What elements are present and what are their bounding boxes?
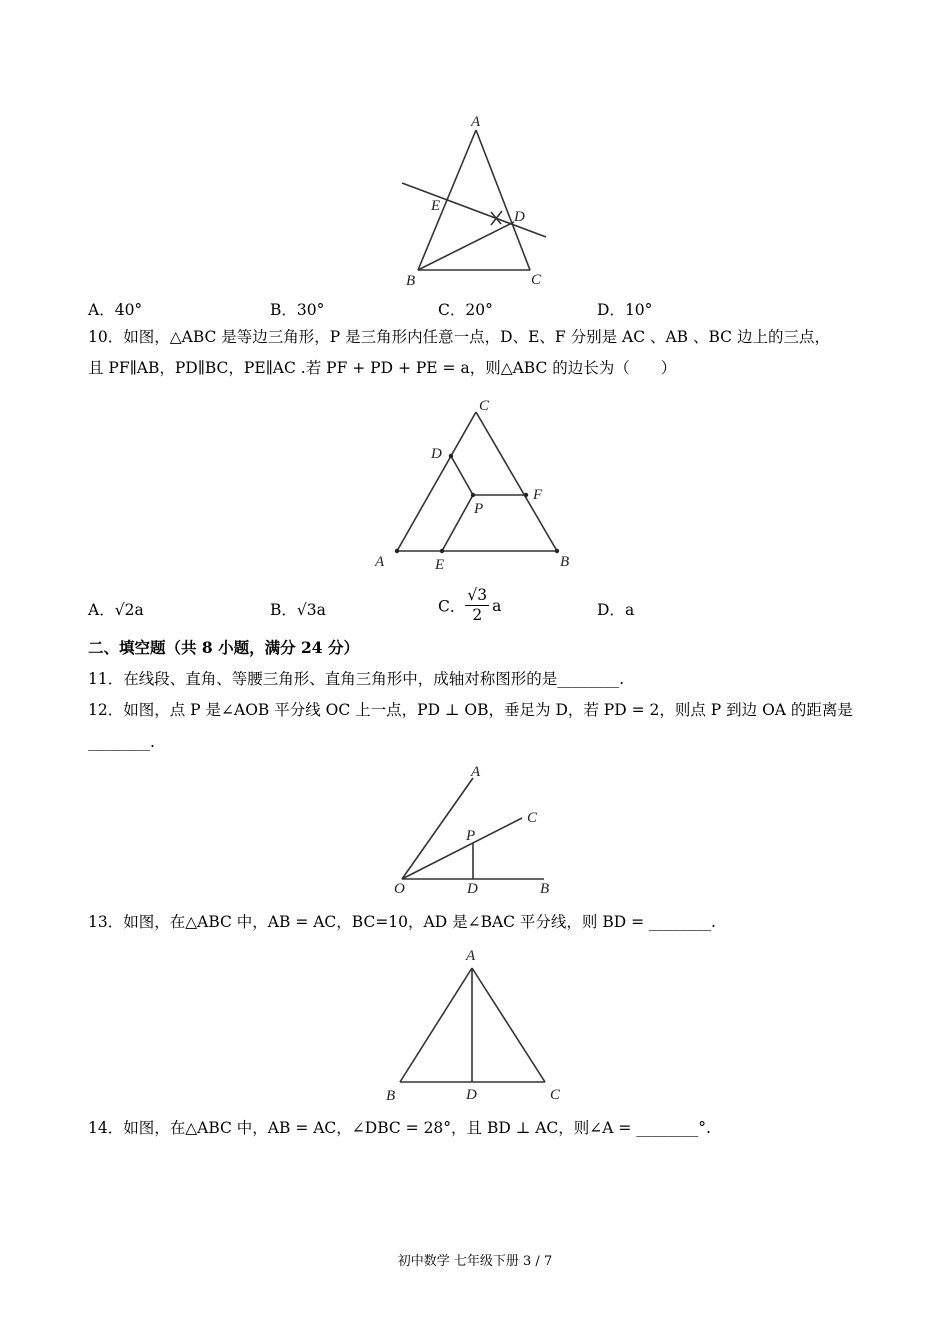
- q9-label-E: E: [431, 198, 441, 214]
- q10-label-A: A: [375, 554, 385, 570]
- section-heading: 二、填空题（共 8 小题，满分 24 分）: [88, 638, 359, 657]
- q10-label-D: D: [431, 446, 442, 462]
- q9-label-C: C: [531, 272, 542, 288]
- q9-option-a: A．40°: [88, 301, 143, 319]
- q13-label-A: A: [466, 948, 476, 964]
- q12-line-1: 12．如图，点 P 是∠AOB 平分线 OC 上一点，PD ⊥ OB，垂足为 D，若 PD = 2，则点 P 到边 OA 的距离是: [88, 701, 853, 719]
- q10-option-b: B．√3a: [270, 601, 326, 619]
- q12-label-O: O: [394, 881, 405, 897]
- q10-option-a: A．√2a: [88, 601, 144, 619]
- q9-option-b: B．30°: [270, 301, 325, 319]
- q10-label-P: P: [474, 501, 484, 517]
- q12-label-D: D: [467, 881, 478, 897]
- q11-text: 11．在线段、直角、等腰三角形、直角三角形中，成轴对称图形的是________.: [88, 670, 625, 688]
- q10-label-C: C: [479, 398, 490, 414]
- q12-figure: [385, 758, 565, 898]
- q9-label-A: A: [471, 114, 481, 130]
- q12-line-2: ________.: [88, 733, 155, 751]
- q9-label-D: D: [514, 209, 525, 225]
- q10-figure: [370, 393, 580, 573]
- q9-figure: [390, 110, 560, 290]
- page-footer: 初中数学 七年级下册 3 / 7: [397, 1254, 553, 1269]
- q9-label-B: B: [406, 273, 416, 289]
- q12-label-C: C: [527, 810, 538, 826]
- q10-label-B: B: [560, 554, 570, 570]
- q9-option-c: C．20°: [438, 301, 493, 319]
- q13-label-C: C: [550, 1087, 561, 1103]
- q13-text: 13．如图，在△ABC 中，AB = AC，BC=10，AD 是∠BAC 平分线，则 BD = ________.: [88, 913, 716, 931]
- q10-option-d: D．a: [597, 601, 635, 619]
- q12-label-B: B: [540, 881, 550, 897]
- q10-option-c: C． $\frac{√3}{2}$ a: [438, 586, 502, 624]
- q13-label-D: D: [466, 1087, 477, 1103]
- q13-label-B: B: [386, 1088, 396, 1104]
- q13-figure: [380, 940, 570, 1105]
- q14-text: 14．如图，在△ABC 中，AB = AC，∠DBC = 28°，且 BD ⊥ AC，则∠A = ________°.: [88, 1119, 711, 1137]
- q10-line-2: 且 PF∥AB，PD∥BC，PE∥AC .若 PF + PD + PE = a，则△ABC 的边长为（ ）: [88, 359, 677, 377]
- q9-option-d: D．10°: [597, 301, 653, 319]
- fraction: $\frac{√3}{2}$: [467, 586, 488, 624]
- q12-label-A: A: [471, 764, 481, 780]
- q12-label-P: P: [466, 828, 476, 844]
- q10-line-1: 10．如图，△ABC 是等边三角形，P 是三角形内任意一点，D、E、F 分别是 AC 、AB 、BC 边上的三点，: [88, 328, 830, 346]
- q10-label-E: E: [435, 557, 445, 573]
- q10-label-F: F: [533, 487, 543, 503]
